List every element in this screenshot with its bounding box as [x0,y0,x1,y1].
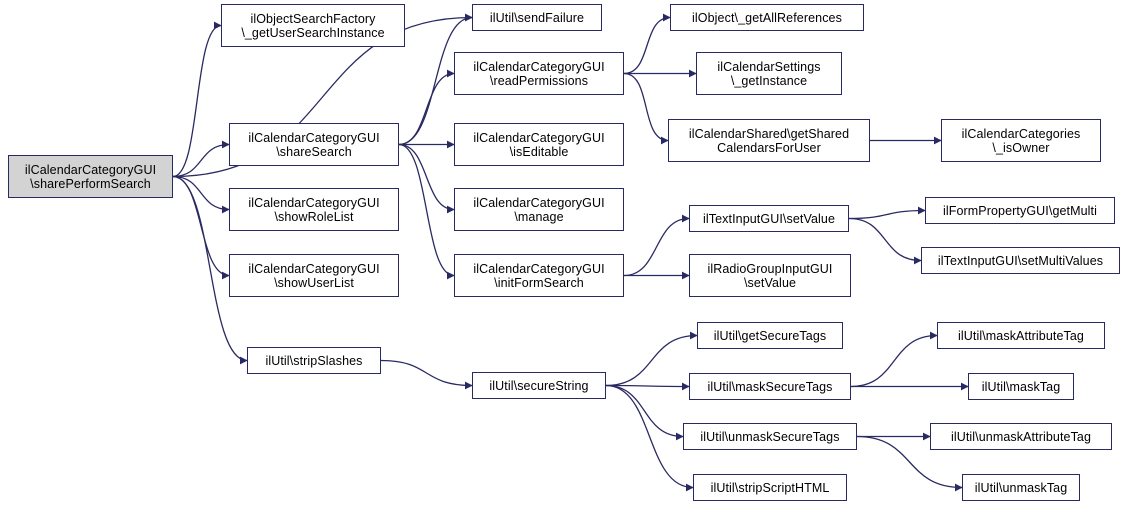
graph-edge-secureString-to-unmaskSecureTags [606,386,683,437]
graph-edge-stripSlashes-to-secureString [381,361,472,386]
graph-node-label: ilCalendarCategories [961,126,1081,141]
graph-edge-initFormSearch-to-textInputSetValue [624,219,689,276]
graph-edge-root-to-getUserSearch [173,26,221,177]
graph-edge-readPermissions-to-sharedCalendars [624,74,668,141]
graph-node-sharedCalendars[interactable] [668,119,870,162]
graph-edge-shareSearch-to-manage [399,145,454,210]
graph-node-showRoleList[interactable] [229,188,399,231]
graph-node-label: ilUtil\maskSecureTags [707,379,833,394]
graph-node-label: ilUtil\maskTag [981,379,1061,394]
graph-node-maskAttributeTag[interactable] [937,322,1105,349]
graph-edge-root-to-showRoleList [173,177,229,210]
graph-node-label: ilCalendarSettings [717,59,821,74]
graph-node-label: ilTextInputGUI\setMultiValues [937,253,1104,268]
graph-node-getUserSearch[interactable] [221,4,405,47]
graph-node-label: ilUtil\maskAttributeTag [958,328,1084,343]
graph-edge-textInputSetValue-to-setMultiValues [849,219,921,261]
graph-edge-secureString-to-stripScriptHTML [606,386,693,488]
graph-node-label: ilUtil\stripScriptHTML [710,480,830,495]
graph-node-label: ilRadioGroupInputGUI [707,261,833,276]
graph-node-label: \_getInstance [730,73,808,88]
graph-edge-textInputSetValue-to-getMulti [849,211,925,219]
graph-edge-shareSearch-to-readPermissions [399,74,454,145]
graph-node-root[interactable] [8,155,173,198]
graph-node-label: ilCalendarShared\getShared [688,126,850,141]
graph-node-label: \sharePerformSearch [30,176,151,191]
graph-node-readPermissions[interactable] [454,52,624,95]
graph-node-label: ilUtil\unmaskTag [974,480,1068,495]
graph-node-stripSlashes[interactable] [247,347,381,374]
graph-node-label: ilFormPropertyGUI\getMulti [942,203,1098,218]
graph-node-unmaskTag[interactable] [962,474,1080,501]
graph-node-maskTag[interactable] [968,373,1074,400]
graph-node-isEditable[interactable] [454,123,624,166]
graph-node-label: ilObjectSearchFactory [250,11,376,26]
graph-node-label: ilUtil\secureString [489,378,589,393]
graph-node-label: \manage [514,209,564,224]
graph-node-stripScriptHTML[interactable] [693,474,847,501]
graph-node-label: \initFormSearch [494,275,584,290]
graph-node-textInputSetValue[interactable] [689,205,849,232]
graph-edge-secureString-to-maskSecureTags [606,386,689,387]
graph-node-label: \isEditable [509,144,569,159]
graph-node-sendFailure[interactable] [472,4,602,31]
graph-node-label: \showRoleList [274,209,354,224]
graph-node-label: ilUtil\stripSlashes [265,353,363,368]
graph-node-initFormSearch[interactable] [454,254,624,297]
graph-node-setMultiValues[interactable] [921,247,1120,274]
graph-node-label: ilCalendarCategoryGUI [473,130,605,145]
graph-node-label: ilTextInputGUI\setValue [703,211,835,226]
graph-node-label: \readPermissions [489,73,589,88]
graph-node-label: ilCalendarCategoryGUI [473,195,605,210]
graph-node-unmaskSecureTags[interactable] [683,423,857,450]
graph-edge-root-to-showUserList [173,177,229,276]
graph-node-label: \_getUserSearchInstance [241,25,385,40]
graph-edge-maskSecureTags-to-maskAttributeTag [851,336,937,387]
graph-node-label: \setValue [743,275,797,290]
graph-node-label: ilCalendarCategoryGUI [473,261,605,276]
graph-node-unmaskAttrTag[interactable] [930,423,1112,450]
graph-node-getSecureTags[interactable] [697,322,843,349]
graph-node-isOwner[interactable] [941,119,1101,162]
graph-edge-readPermissions-to-getAllReferences [624,18,670,74]
graph-node-label: \showUserList [274,275,354,290]
graph-node-label: \_isOwner [992,140,1050,155]
graph-node-label: ilCalendarCategoryGUI [248,130,380,145]
graph-node-label: CalendarsForUser [717,140,821,155]
graph-node-getMulti[interactable] [925,197,1115,224]
graph-node-showUserList[interactable] [229,254,399,297]
graph-node-maskSecureTags[interactable] [689,373,851,400]
graph-node-label: ilCalendarCategoryGUI [248,261,380,276]
graph-node-secureString[interactable] [472,372,606,399]
graph-node-getAllReferences[interactable] [670,4,864,31]
graph-node-label: \shareSearch [276,144,352,159]
graph-node-radioSetValue[interactable] [689,254,851,297]
graph-node-label: ilUtil\unmaskAttributeTag [950,429,1092,444]
graph-node-shareSearch[interactable] [229,123,399,166]
graph-node-label: ilUtil\sendFailure [489,10,585,25]
graph-edge-shareSearch-to-initFormSearch [399,145,454,276]
graph-node-label: ilCalendarCategoryGUI [248,195,380,210]
graph-node-calSettings[interactable] [696,52,842,95]
graph-node-label: ilUtil\unmaskSecureTags [700,429,840,444]
graph-edge-root-to-shareSearch [173,145,229,177]
graph-edge-secureString-to-getSecureTags [606,336,697,386]
graph-node-label: ilObject\_getAllReferences [692,10,842,25]
graph-node-label: ilCalendarCategoryGUI [473,59,605,74]
graph-node-manage[interactable] [454,188,624,231]
graph-node-label: ilCalendarCategoryGUI [24,162,157,177]
graph-node-label: ilUtil\getSecureTags [713,328,827,343]
